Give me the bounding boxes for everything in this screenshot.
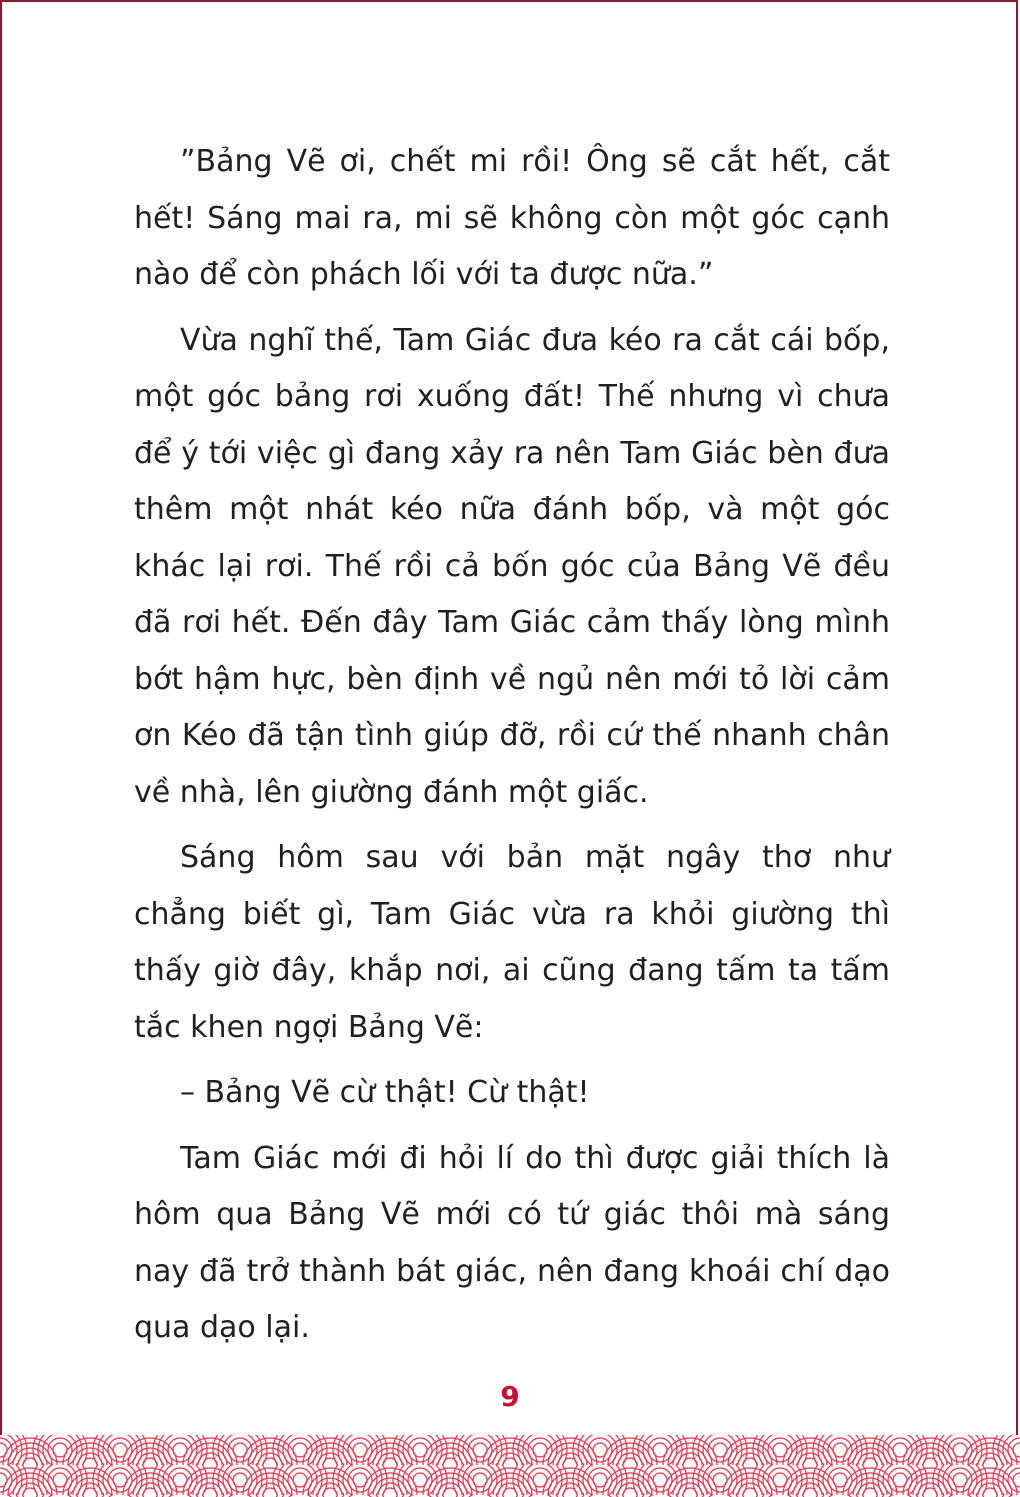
paragraph-3: Sáng hôm sau với bản mặt ngây thơ như chẳng biết gì, Tam Giác vừa ra khỏi giường thì thấy giờ đây, khắp nơi, ai cũng đang tấm ta tấm tắc khen ngợi Bảng Vẽ: bbox=[134, 840, 890, 1045]
decorative-wave-border bbox=[0, 1435, 1020, 1497]
paragraph-1: ”Bảng Vẽ ơi, chết mi rồi! Ông sẽ cắt hết, cắt hết! Sáng mai ra, mi sẽ không còn một góc cạnh nào để còn phách lối với ta được nữa.” bbox=[134, 144, 890, 292]
body-text bbox=[134, 134, 890, 1366]
paragraph-4: – Bảng Vẽ cừ thật! Cừ thật! bbox=[180, 1075, 590, 1110]
paragraph-2: Vừa nghĩ thế, Tam Giác đưa kéo ra cắt cái bốp, một góc bảng rơi xuống đất! Thế nhưng vì chưa để ý tới việc gì đang xảy ra nên Tam Giác bèn đưa thêm một nhát kéo nữa đánh bốp, và một góc khác lại rơi. Thế rồi cả bốn góc của Bảng Vẽ đều đã rơi hết. Đến đây Tam Giác cảm thấy lòng mình bớt hậm hực, bèn định về ngủ nên mới tỏ lời cảm ơn Kéo đã tận tình giúp đỡ, rồi cứ thế nhanh chân về nhà, lên giường đánh một giấc. bbox=[134, 322, 890, 810]
page-number: 9 bbox=[500, 1380, 520, 1413]
paragraph-5: Tam Giác mới đi hỏi lí do thì được giải thích là hôm qua Bảng Vẽ mới có tứ giác thôi mà sáng nay đã trở thành bát giác, nên đang khoái chí dạo qua dạo lại. bbox=[134, 1140, 890, 1345]
